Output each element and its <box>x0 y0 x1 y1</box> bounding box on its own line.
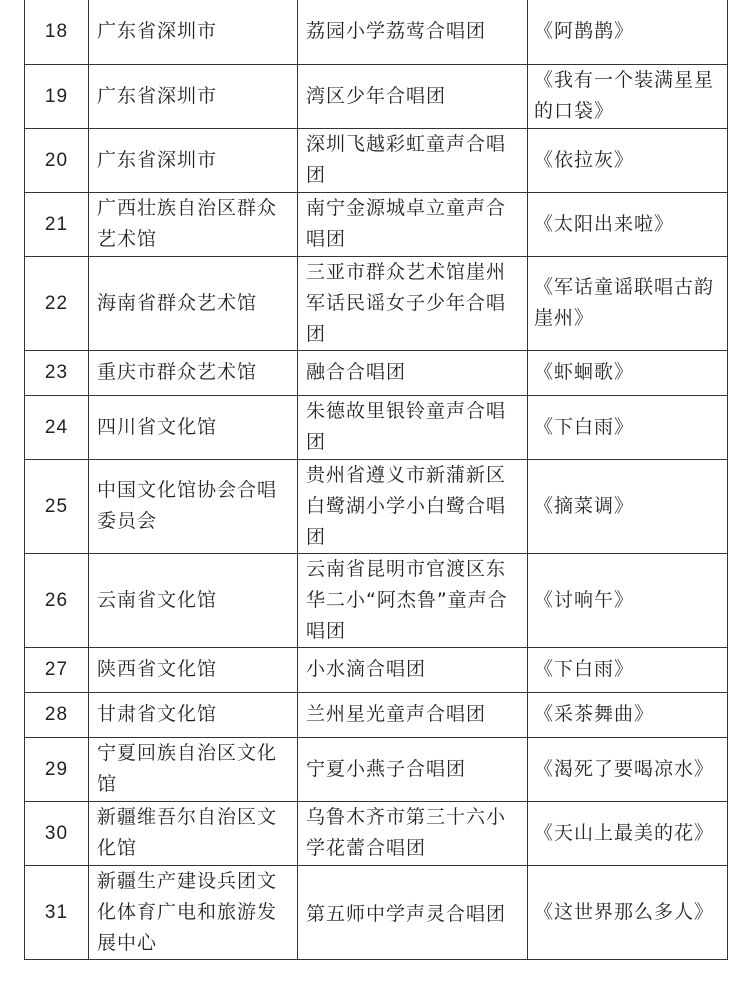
row-number: 23 <box>25 350 89 395</box>
table-row <box>25 350 728 395</box>
table-row <box>25 64 728 128</box>
row-number: 26 <box>25 553 89 647</box>
song-cell: 《渴死了要喝凉水》 <box>528 737 728 801</box>
province-cell: 广西壮族自治区群众艺术馆 <box>89 192 298 256</box>
row-number: 27 <box>25 647 89 692</box>
row-number: 24 <box>25 395 89 459</box>
choir-cell: 荔园小学荔莺合唱团 <box>298 0 528 64</box>
province-cell: 甘肃省文化馆 <box>89 692 298 737</box>
row-number: 22 <box>25 256 89 350</box>
song-cell: 《依拉灰》 <box>528 128 728 192</box>
row-number: 31 <box>25 865 89 959</box>
table-row <box>25 459 728 553</box>
province-cell: 广东省深圳市 <box>89 128 298 192</box>
row-number: 20 <box>25 128 89 192</box>
province-cell: 宁夏回族自治区文化馆 <box>89 737 298 801</box>
song-cell: 《太阳出来啦》 <box>528 192 728 256</box>
song-cell: 《采茶舞曲》 <box>528 692 728 737</box>
table-row <box>25 865 728 959</box>
table-row <box>25 553 728 647</box>
table-row <box>25 192 728 256</box>
table-row <box>25 692 728 737</box>
province-cell: 四川省文化馆 <box>89 395 298 459</box>
row-number: 21 <box>25 192 89 256</box>
song-cell: 《摘菜调》 <box>528 459 728 553</box>
choir-cell: 兰州星光童声合唱团 <box>298 692 528 737</box>
province-cell: 海南省群众艺术馆 <box>89 256 298 350</box>
province-cell: 广东省深圳市 <box>89 64 298 128</box>
choir-cell: 乌鲁木齐市第三十六小学花蕾合唱团 <box>298 801 528 865</box>
row-number: 19 <box>25 64 89 128</box>
row-number: 28 <box>25 692 89 737</box>
song-cell: 《下白雨》 <box>528 395 728 459</box>
choir-cell: 云南省昆明市官渡区东华二小“阿杰鲁”童声合唱团 <box>298 553 528 647</box>
choir-list-table <box>24 0 728 960</box>
song-cell: 《军话童谣联唱古韵崖州》 <box>528 256 728 350</box>
province-cell: 重庆市群众艺术馆 <box>89 350 298 395</box>
table-row <box>25 0 728 64</box>
song-cell: 《讨响午》 <box>528 553 728 647</box>
table-row <box>25 128 728 192</box>
choir-cell: 宁夏小燕子合唱团 <box>298 737 528 801</box>
song-cell: 《天山上最美的花》 <box>528 801 728 865</box>
choir-cell: 南宁金源城卓立童声合唱团 <box>298 192 528 256</box>
province-cell: 云南省文化馆 <box>89 553 298 647</box>
table-row <box>25 801 728 865</box>
choir-cell: 湾区少年合唱团 <box>298 64 528 128</box>
province-cell: 广东省深圳市 <box>89 0 298 64</box>
choir-cell: 小水滴合唱团 <box>298 647 528 692</box>
song-cell: 《下白雨》 <box>528 647 728 692</box>
row-number: 18 <box>25 0 89 64</box>
choir-cell: 深圳飞越彩虹童声合唱团 <box>298 128 528 192</box>
choir-cell: 第五师中学声灵合唱团 <box>298 865 528 959</box>
row-number: 30 <box>25 801 89 865</box>
row-number: 25 <box>25 459 89 553</box>
province-cell: 中国文化馆协会合唱委员会 <box>89 459 298 553</box>
table-row <box>25 256 728 350</box>
row-number: 29 <box>25 737 89 801</box>
song-cell: 《阿鹊鹊》 <box>528 0 728 64</box>
choir-cell: 融合合唱团 <box>298 350 528 395</box>
song-cell: 《虾蛔歌》 <box>528 350 728 395</box>
choir-cell: 三亚市群众艺术馆崖州军话民谣女子少年合唱团 <box>298 256 528 350</box>
choir-cell: 朱德故里银铃童声合唱团 <box>298 395 528 459</box>
song-cell: 《我有一个装满星星的口袋》 <box>528 64 728 128</box>
province-cell: 新疆生产建设兵团文化体育广电和旅游发展中心 <box>89 865 298 959</box>
table-row <box>25 737 728 801</box>
province-cell: 陕西省文化馆 <box>89 647 298 692</box>
choir-cell: 贵州省遵义市新蒲新区白鹭湖小学小白鹭合唱团 <box>298 459 528 553</box>
table-row <box>25 395 728 459</box>
province-cell: 新疆维吾尔自治区文化馆 <box>89 801 298 865</box>
table-row <box>25 647 728 692</box>
song-cell: 《这世界那么多人》 <box>528 865 728 959</box>
